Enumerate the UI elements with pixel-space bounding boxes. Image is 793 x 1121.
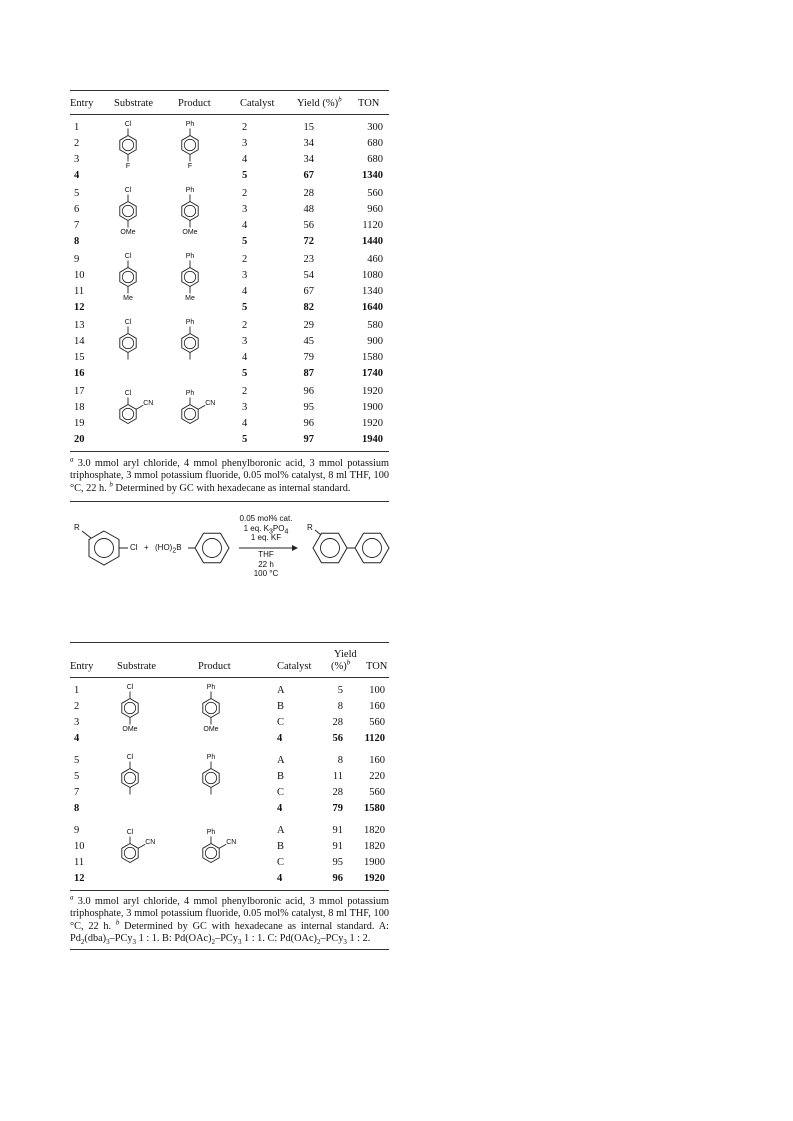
substrate-structure-top-group: Cl: [124, 186, 132, 194]
cell-yield: 45: [303, 336, 314, 347]
cell-yield: 8: [337, 755, 343, 766]
cell-yield: 28: [303, 188, 314, 199]
cell-yield: 34: [303, 154, 314, 165]
cell-entry: 10: [74, 270, 85, 281]
header-yield: [297, 95, 342, 110]
cell-entry: 3: [74, 154, 80, 165]
cell-ton: 300: [367, 122, 383, 133]
scheme-boronic-acid: $(HO)_2B$: [155, 543, 182, 555]
cell-catalyst: A: [277, 825, 285, 836]
cell-ton: 1080: [362, 270, 383, 281]
scheme-r-label: R: [74, 523, 80, 532]
product-structure-top-group: Ph: [185, 318, 195, 326]
cell-ton: 1440: [362, 236, 383, 247]
cell-yield: 28: [332, 717, 343, 728]
footnote-b-text: Determined by GC with hexadecane as internal standard.: [112, 482, 351, 494]
header-ton: TON: [366, 661, 388, 672]
cell-entry: 4: [74, 733, 80, 744]
substrate-structure-top-group: Cl: [124, 120, 132, 128]
cell-entry: 9: [74, 825, 80, 836]
product-structure-top-group: Ph: [206, 753, 216, 761]
cell-yield: 67: [303, 170, 314, 181]
condition-temperature: 100 °C: [253, 569, 279, 578]
cell-ton: 1340: [362, 170, 383, 181]
cell-yield: 48: [303, 204, 314, 215]
header-entry: Entry: [70, 661, 94, 672]
footnote-mark: b: [346, 658, 351, 667]
cell-ton: 1900: [362, 402, 383, 413]
scheme-product-r-label: R: [307, 523, 313, 532]
cell-catalyst: 4: [242, 286, 248, 297]
header-yield-line1: Yield: [334, 649, 357, 660]
cell-yield: 56: [303, 220, 314, 231]
cell-catalyst: B: [277, 841, 285, 852]
cell-entry: 20: [74, 434, 85, 445]
cell-catalyst: 5: [242, 170, 248, 181]
cell-ton: 560: [369, 787, 385, 798]
cell-entry: 10: [74, 841, 85, 852]
cell-catalyst: 5: [242, 236, 248, 247]
cell-yield: 5: [337, 685, 343, 696]
footnote-b-text: Determined by GC with hexadecane as internal standard. A: $Pd_2(dba)_3-PCy_3$ 1 : 1. B: $Pd(OAc)_2-PCy_3$ 1 : 1. C: $Pd(OAc)_2-PCy_3$ 1 : 2.: [70, 920, 389, 946]
cell-yield: 29: [303, 320, 314, 331]
cell-entry: 2: [74, 701, 80, 712]
cell-entry: 1: [74, 685, 80, 696]
cell-entry: 11: [74, 857, 85, 868]
header-entry: Entry: [70, 98, 94, 109]
header-product: Product: [178, 98, 211, 109]
cell-ton: 680: [367, 154, 383, 165]
cell-ton: 1580: [362, 352, 383, 363]
cell-catalyst: 3: [242, 138, 248, 149]
cell-ton: 160: [369, 755, 385, 766]
cell-entry: 4: [74, 170, 80, 181]
cell-entry: 1: [74, 122, 80, 133]
table-footnote: [70, 893, 389, 946]
substrate-structure-para-group: Me: [123, 294, 133, 302]
footnote-a-text: 3.0 mmol aryl chloride, 4 mmol phenylboronic acid, 3 mmol potassium triphosphate, 3 mmol potassium fluoride, 0.05 mol% catalyst, 8 ml THF, 100 °C, 22 h.: [70, 896, 389, 932]
product-structure-ortho-group: CN: [205, 400, 216, 408]
substrate-structure-top-group: Cl: [124, 389, 132, 397]
cell-catalyst: C: [277, 787, 285, 798]
product-structure-top-group: Ph: [185, 120, 195, 128]
cell-ton: 100: [369, 685, 385, 696]
cell-yield: 95: [303, 402, 314, 413]
cell-catalyst: 4: [242, 154, 248, 165]
substrate-structure-ortho-group: CN: [145, 839, 156, 847]
cell-ton: 1580: [364, 803, 385, 814]
cell-entry: 8: [74, 803, 80, 814]
cell-ton: 1120: [364, 733, 385, 744]
footnote-mark-a: a: [70, 893, 74, 902]
cell-ton: 1640: [362, 302, 383, 313]
cell-entry: 2: [74, 138, 80, 149]
cell-yield: 34: [303, 138, 314, 149]
footnote-a-text: 3.0 mmol aryl chloride, 4 mmol phenylboronic acid, 3 mmol potassium triphosphate, 3 mmol potassium fluoride, 0.05 mol% catalyst, 8 ml THF, 100 °C, 22 h.: [70, 458, 389, 494]
product-structure-para-group: F: [187, 162, 193, 170]
cell-yield: 91: [332, 841, 343, 852]
cell-ton: 900: [367, 336, 383, 347]
header-yield-unit: (%): [331, 661, 347, 672]
cell-ton: 1820: [364, 841, 385, 852]
condition-fluoride: 1 eq. KF: [250, 533, 282, 542]
cell-ton: 460: [367, 254, 383, 265]
scheme-conditions-below: [232, 550, 300, 579]
cell-entry: 6: [74, 204, 80, 215]
cell-entry: 13: [74, 320, 85, 331]
header-yield-label: Yield (%): [297, 98, 339, 109]
cell-ton: 1740: [362, 368, 383, 379]
product-structure-top-group: Ph: [206, 828, 216, 836]
cell-yield: 11: [332, 771, 343, 782]
cell-yield: 79: [332, 803, 343, 814]
header-yield-line2: [331, 658, 351, 673]
cell-catalyst: A: [277, 755, 285, 766]
cell-ton: 560: [369, 717, 385, 728]
cell-catalyst: 4: [242, 352, 248, 363]
product-structure-para-group: Me: [185, 294, 195, 302]
cell-yield: 87: [303, 368, 314, 379]
cell-entry: 19: [74, 418, 85, 429]
cell-entry: 9: [74, 254, 80, 265]
cell-catalyst: C: [277, 717, 285, 728]
cell-entry: 8: [74, 236, 80, 247]
cell-ton: 1820: [364, 825, 385, 836]
substrate-structure-top-group: Cl: [126, 828, 134, 836]
cell-ton: 1920: [364, 873, 385, 884]
cell-ton: 1940: [362, 434, 383, 445]
cell-catalyst: 4: [242, 220, 248, 231]
table-footnote: [70, 455, 389, 495]
cell-catalyst: 5: [242, 434, 248, 445]
cell-yield: 95: [332, 857, 343, 868]
product-structure-top-group: Ph: [206, 683, 216, 691]
header-product: Product: [198, 661, 231, 672]
cell-catalyst: 2: [242, 122, 248, 133]
cell-ton: 580: [367, 320, 383, 331]
substrate-structure-top-group: Cl: [124, 252, 132, 260]
cell-ton: 1920: [362, 418, 383, 429]
cell-entry: 7: [74, 787, 80, 798]
header-substrate: Substrate: [117, 661, 157, 672]
cell-catalyst: 5: [242, 302, 248, 313]
footnote-mark: b: [338, 95, 342, 104]
cell-catalyst: 3: [242, 402, 248, 413]
product-structure-para-group: OMe: [182, 228, 198, 236]
cell-ton: 160: [369, 701, 385, 712]
header-rule: [70, 677, 389, 678]
cell-ton: 220: [369, 771, 385, 782]
substrate-structure-para-group: F: [125, 162, 131, 170]
cell-entry: 5: [74, 771, 80, 782]
condition-base: 1 eq. $K_3PO_4$: [243, 523, 289, 536]
substrate-structure-top-group: Cl: [124, 318, 132, 326]
table-top-rule: [70, 90, 389, 91]
cell-catalyst: 2: [242, 386, 248, 397]
cell-ton: 1340: [362, 286, 383, 297]
cell-ton: 1920: [362, 386, 383, 397]
cell-catalyst: 4: [242, 418, 248, 429]
condition-solvent: THF: [258, 550, 274, 559]
cell-yield: 96: [303, 386, 314, 397]
header-catalyst: Catalyst: [277, 661, 312, 672]
footnote-rule: [70, 949, 389, 950]
cell-entry: 3: [74, 717, 80, 728]
cell-catalyst: 4: [277, 873, 283, 884]
cell-catalyst: 5: [242, 368, 248, 379]
footnote-mark-b: b: [109, 480, 113, 489]
cell-catalyst: 2: [242, 320, 248, 331]
cell-yield: 82: [303, 302, 314, 313]
footnote-mark-b: b: [115, 918, 120, 927]
cell-yield: 15: [303, 122, 314, 133]
product-structure-top-group: Ph: [185, 186, 195, 194]
substrate-structure-top-group: Cl: [126, 683, 134, 691]
cell-catalyst: B: [277, 701, 285, 712]
cell-entry: 12: [74, 302, 85, 313]
cell-ton: 1900: [364, 857, 385, 868]
header-substrate: Substrate: [114, 98, 154, 109]
cell-entry: 5: [74, 188, 80, 199]
table-top-rule: [70, 642, 389, 643]
cell-yield: 72: [303, 236, 314, 247]
cell-catalyst: C: [277, 857, 285, 868]
cell-ton: 960: [367, 204, 383, 215]
cell-yield: 91: [332, 825, 343, 836]
cell-entry: 5: [74, 755, 80, 766]
cell-catalyst: 2: [242, 188, 248, 199]
cell-entry: 16: [74, 368, 85, 379]
cell-catalyst: 2: [242, 254, 248, 265]
cell-yield: 54: [303, 270, 314, 281]
scheme-cl-label: Cl: [130, 543, 138, 552]
substrate-structure-ortho-group: CN: [143, 400, 154, 408]
cell-yield: 97: [303, 434, 314, 445]
cell-yield: 79: [303, 352, 314, 363]
cell-entry: 7: [74, 220, 80, 231]
footnote-rule: [70, 501, 389, 502]
cell-yield: 56: [332, 733, 343, 744]
cell-yield: 67: [303, 286, 314, 297]
cell-catalyst: 3: [242, 204, 248, 215]
cell-catalyst: A: [277, 685, 285, 696]
cell-yield: 23: [303, 254, 314, 265]
scheme-plus: +: [144, 543, 149, 552]
cell-entry: 17: [74, 386, 85, 397]
cell-entry: 15: [74, 352, 85, 363]
cell-yield: 28: [332, 787, 343, 798]
substrate-structure-para-group: OMe: [122, 725, 138, 733]
condition-catalyst: 0.05 mol% cat.: [239, 514, 293, 523]
cell-yield: 8: [337, 701, 343, 712]
cell-ton: 560: [367, 188, 383, 199]
cell-ton: 680: [367, 138, 383, 149]
header-catalyst: Catalyst: [240, 98, 275, 109]
product-structure-top-group: Ph: [185, 252, 195, 260]
cell-catalyst: B: [277, 771, 285, 782]
cell-catalyst: 3: [242, 270, 248, 281]
cell-catalyst: 3: [242, 336, 248, 347]
product-structure-ortho-group: CN: [226, 839, 237, 847]
table-bottom-rule: [70, 451, 389, 452]
cell-entry: 11: [74, 286, 85, 297]
condition-time: 22 h: [258, 559, 274, 569]
cell-yield: 96: [303, 418, 314, 429]
cell-catalyst: 4: [277, 803, 283, 814]
table-bottom-rule: [70, 890, 389, 891]
cell-entry: 14: [74, 336, 85, 347]
header-ton: TON: [358, 98, 380, 109]
product-structure-top-group: Ph: [185, 389, 195, 397]
product-structure-para-group: OMe: [203, 725, 219, 733]
cell-entry: 18: [74, 402, 85, 413]
cell-entry: 12: [74, 873, 85, 884]
scheme-conditions-above: [232, 514, 300, 543]
substrate-structure-top-group: Cl: [126, 753, 134, 761]
footnote-mark-a: a: [70, 455, 74, 464]
cell-yield: 96: [332, 873, 343, 884]
cell-catalyst: 4: [277, 733, 283, 744]
header-rule: [70, 114, 389, 115]
cell-ton: 1120: [362, 220, 383, 231]
substrate-structure-para-group: OMe: [120, 228, 136, 236]
